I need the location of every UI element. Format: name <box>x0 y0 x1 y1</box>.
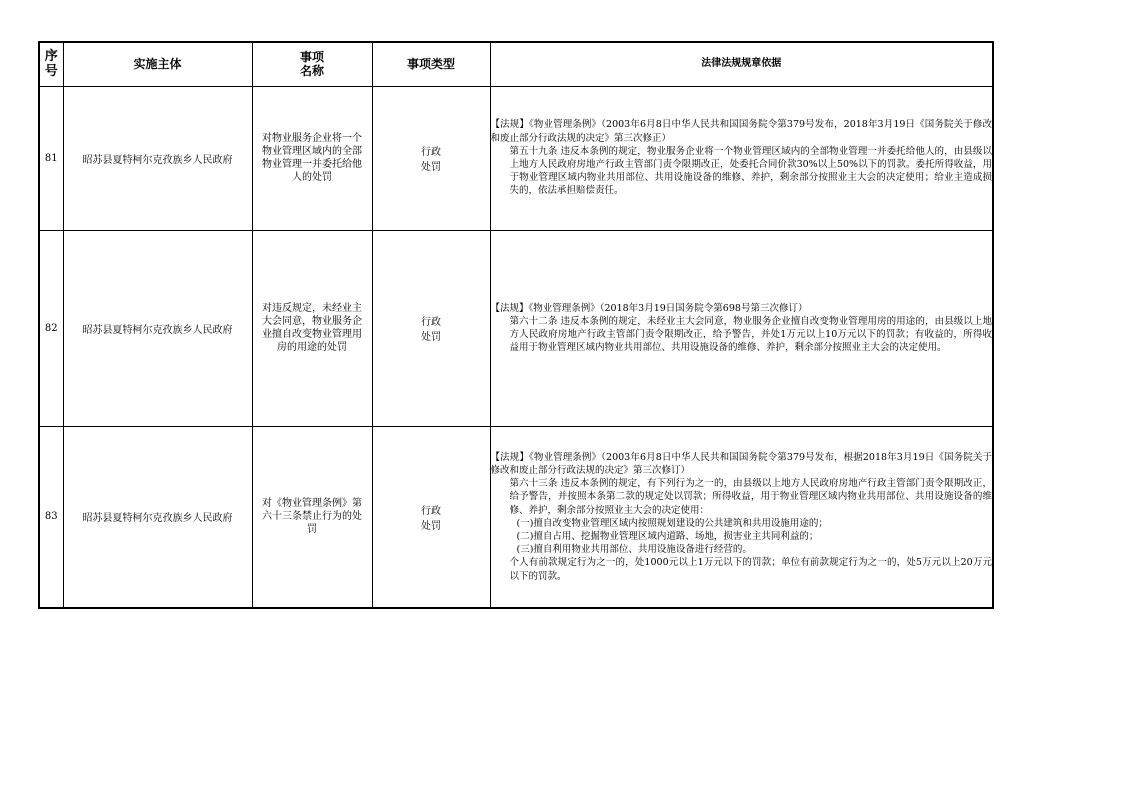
legal-basis-paragraph: 第六十三条 违反本条例的规定，有下列行为之一的，由县级以上地方人民政府房地产行政主管部门责令限期改正，给予警告，并按照本条第二款的规定处以罚款；所得收益，用于物业管理区域内物业共用部位、共用设施设备的维修、养护，剩余部分按照业主大会的决定使用： <box>509 478 992 516</box>
row-item-type: 行政 处罚 <box>372 230 490 426</box>
row-item-name: 对物业服务企业将一个 物业管理区域内的全部 物业管理一并委托给他 人的处罚 <box>252 86 372 230</box>
row-subject: 昭苏县夏特柯尔克孜族乡人民政府 <box>63 426 252 608</box>
row-seq: 81 <box>39 86 63 230</box>
row-legal-basis <box>490 86 993 230</box>
legal-basis-paragraph: 【法规】《物业管理条例》（2003年6月8日中华人民共和国国务院令第379号发布，根据2018年3月19日《国务院关于修改和废止部分行政法规的决定》第三次修订） <box>490 451 992 476</box>
legal-basis-paragraph: 第五十九条 违反本条例的规定，物业服务企业将一个物业管理区域内的全部物业管理一并委托给他人的，由县级以上地方人民政府房地产行政主管部门责令限期改正，处委托合同价款30%以上50%以下的罚款。委托所得收益，用于物业管理区域内物业共用部位、共用设施设备的维修、养护，剩余部分按照业主大会的决定使用；给业主造成损失的，依法承担赔偿责任。 <box>509 145 992 197</box>
header-basis: 法律法规规章依据 <box>490 42 993 86</box>
legal-basis-paragraph: (三)擅自利用物业共用部位、共用设施设备进行经营的。 <box>516 544 752 556</box>
legal-basis-paragraph: (二)擅自占用、挖掘物业管理区域内道路、场地，损害业主共同利益的； <box>516 530 819 542</box>
table-row <box>39 230 993 426</box>
row-subject: 昭苏县夏特柯尔克孜族乡人民政府 <box>63 86 252 230</box>
row-subject: 昭苏县夏特柯尔克孜族乡人民政府 <box>63 230 252 426</box>
row-item-name: 对《物业管理条例》第 六十三条禁止行为的处 罚 <box>252 426 372 608</box>
legal-basis-paragraph: 【法规】《物业管理条例》（2018年3月19日国务院令第698号第三次修订） <box>490 302 808 314</box>
header-type: 事项类型 <box>372 42 490 86</box>
regulation-table <box>38 41 994 609</box>
row-seq: 83 <box>39 426 63 608</box>
table-row <box>39 426 993 608</box>
row-item-type: 行政 处罚 <box>372 86 490 230</box>
header-subject: 实施主体 <box>63 42 252 86</box>
legal-basis-paragraph: 第六十二条 违反本条例的规定，未经业主大会同意，物业服务企业擅自改变物业管理用房的用途的，由县级以上地方人民政府房地产行政主管部门责令限期改正，给予警告，并处1万元以上10万元以下的罚款；有收益的，所得收益用于物业管理区域内物业共用部位、共用设施设备的维修、养护，剩余部分按照业主大会的决定使用。 <box>509 315 992 354</box>
row-item-type: 行政 处罚 <box>372 426 490 608</box>
header-seq: 序 号 <box>39 42 63 86</box>
row-legal-basis <box>490 230 993 426</box>
legal-basis-paragraph: 个人有前款规定行为之一的，处1000元以上1万元以下的罚款；单位有前款规定行为之一的，处5万元以上20万元以下的罚款。 <box>509 557 992 582</box>
row-legal-basis <box>490 426 993 608</box>
row-seq: 82 <box>39 230 63 426</box>
header-row <box>39 42 993 86</box>
legal-basis-paragraph: (一)擅自改变物业管理区域内按照规划建设的公共建筑和共用设施用途的； <box>516 517 828 529</box>
table-row <box>39 86 993 230</box>
header-name: 事项 名称 <box>252 42 372 86</box>
legal-basis-paragraph: 【法规】《物业管理条例》（2003年6月8日中华人民共和国国务院令第379号发布，2018年3月19日《国务院关于修改和废止部分行政法规的决定》第三次修正） <box>490 119 992 144</box>
row-item-name: 对违反规定，未经业主 大会同意，物业服务企 业擅自改变物业管理用 房的用途的处罚 <box>252 230 372 426</box>
